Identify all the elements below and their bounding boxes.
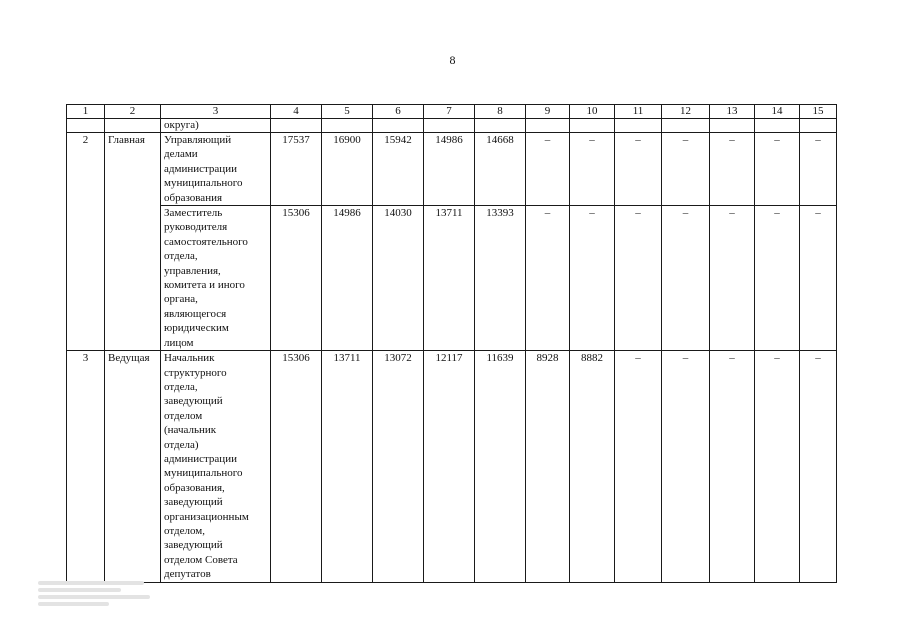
column-header: 3	[161, 105, 271, 119]
value-cell: –	[662, 133, 710, 206]
value-cell: 13711	[424, 206, 475, 351]
value-cell: 14986	[322, 206, 373, 351]
group-number: 3	[67, 351, 105, 583]
value-cell: 17537	[271, 133, 322, 206]
column-header: 9	[526, 105, 570, 119]
column-header: 5	[322, 105, 373, 119]
column-header: 1	[67, 105, 105, 119]
column-header: 4	[271, 105, 322, 119]
column-header: 12	[662, 105, 710, 119]
column-number-row	[67, 105, 837, 119]
group-number: 2	[67, 133, 105, 351]
position-title: Начальник структурного отдела, заведующий отделом (начальник отдела) администрации муниципального образования, заведующий организационным отделом, заведующий отделом Совета депутатов	[161, 351, 271, 583]
continuation-text: округа)	[161, 119, 271, 133]
value-cell: 15306	[271, 206, 322, 351]
table-row	[67, 351, 837, 583]
faded-stamp-mark	[38, 578, 156, 622]
table-row	[67, 206, 837, 351]
column-header: 15	[800, 105, 837, 119]
value-cell: –	[615, 133, 662, 206]
value-cell: 16900	[322, 133, 373, 206]
value-cell: –	[710, 206, 755, 351]
salary-table	[66, 104, 837, 583]
value-cell: –	[615, 351, 662, 583]
value-cell: 11639	[475, 351, 526, 583]
group-category: Главная	[105, 133, 161, 351]
column-header: 13	[710, 105, 755, 119]
value-cell: –	[710, 133, 755, 206]
value-cell: –	[662, 351, 710, 583]
value-cell: 15942	[373, 133, 424, 206]
column-header: 11	[615, 105, 662, 119]
position-title: Заместитель руководителя самостоятельного отдела, управления, комитета и иного органа, являющегося юридическим лицом	[161, 206, 271, 351]
value-cell: –	[710, 351, 755, 583]
group-category: Ведущая	[105, 351, 161, 583]
value-cell: –	[755, 351, 800, 583]
value-cell: –	[800, 206, 837, 351]
value-cell: 13711	[322, 351, 373, 583]
value-cell: 12117	[424, 351, 475, 583]
value-cell: 15306	[271, 351, 322, 583]
column-header: 14	[755, 105, 800, 119]
value-cell: –	[800, 351, 837, 583]
value-cell: 13072	[373, 351, 424, 583]
column-header: 6	[373, 105, 424, 119]
value-cell: 13393	[475, 206, 526, 351]
position-title: Управляющий делами администрации муниципального образования	[161, 133, 271, 206]
page-number: 8	[449, 53, 456, 67]
value-cell: –	[800, 133, 837, 206]
continuation-row	[67, 119, 837, 133]
value-cell: –	[570, 133, 615, 206]
value-cell: –	[615, 206, 662, 351]
column-header: 10	[570, 105, 615, 119]
value-cell: –	[526, 206, 570, 351]
column-header: 8	[475, 105, 526, 119]
value-cell: –	[570, 206, 615, 351]
value-cell: 14668	[475, 133, 526, 206]
value-cell: –	[755, 133, 800, 206]
value-cell: –	[662, 206, 710, 351]
value-cell: 8928	[526, 351, 570, 583]
column-header: 2	[105, 105, 161, 119]
value-cell: 14030	[373, 206, 424, 351]
table-row	[67, 133, 837, 206]
value-cell: –	[526, 133, 570, 206]
value-cell: 8882	[570, 351, 615, 583]
value-cell: –	[755, 206, 800, 351]
value-cell: 14986	[424, 133, 475, 206]
column-header: 7	[424, 105, 475, 119]
